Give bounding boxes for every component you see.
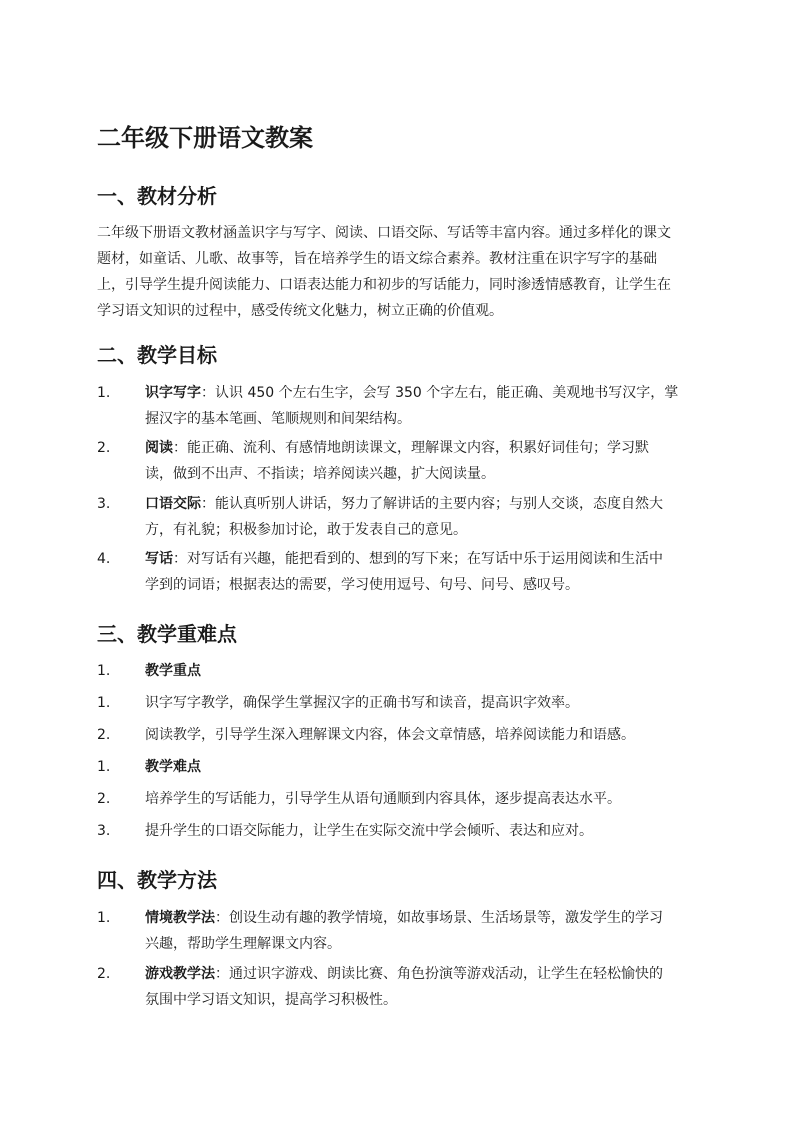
- difficult-point-item: [97, 786, 703, 812]
- list-number: 1.: [97, 385, 111, 401]
- goal-label: 识字写字: [145, 385, 201, 401]
- method-text: 氛围中学习语文知识，提高学习积极性。: [145, 992, 397, 1008]
- subheading-label: 教学难点: [145, 759, 201, 775]
- paragraph-line: 上，引导学生提升阅读能力、口语表达能力和初步的写话能力，同时渗透情感教育，让学生在: [97, 277, 671, 293]
- goal-text: ：能正确、流利、有感情地朗读课文，理解课文内容，积累好词佳句；学习默: [173, 440, 649, 456]
- list-number: 4.: [97, 551, 111, 567]
- method-text: ：创设生动有趣的教学情境，如故事场景、生活场景等，激发学生的学习: [215, 910, 663, 926]
- list-number: 2.: [97, 791, 111, 807]
- goal-text: 读，做到不出声、不指读；培养阅读兴趣，扩大阅读量。: [145, 466, 495, 482]
- goal-label: 阅读: [145, 440, 173, 456]
- list-number: 3.: [97, 823, 111, 839]
- goal-item: [97, 491, 703, 543]
- key-point-text: 识字写字教学，确保学生掌握汉字的正确书写和读音，提高识字效率。: [145, 695, 579, 711]
- goal-item: [97, 380, 703, 432]
- method-text: ：通过识字游戏、朗读比赛、角色扮演等游戏活动，让学生在轻松愉快的: [215, 966, 663, 982]
- list-number: 1.: [97, 910, 111, 926]
- key-point-text: 阅读教学，引导学生深入理解课文内容，体会文章情感，培养阅读能力和语感。: [145, 727, 635, 743]
- goal-text: 握汉字的基本笔画、笔顺规则和间架结构。: [145, 411, 411, 427]
- goal-text: ：对写话有兴趣，能把看到的、想到的写下来；在写话中乐于运用阅读和生活中: [173, 551, 663, 567]
- goal-item: [97, 435, 703, 487]
- goal-text: ：能认真听别人讲话，努力了解讲话的主要内容；与别人交谈，态度自然大: [201, 496, 663, 512]
- list-number: 1.: [97, 663, 111, 679]
- paragraph-line: 学习语文知识的过程中，感受传统文化魅力，树立正确的价值观。: [97, 303, 503, 319]
- list-number: 2.: [97, 440, 111, 456]
- subheading-label: 教学重点: [145, 663, 201, 679]
- goal-text: ：认识 450 个左右生字，会写 350 个字左右，能正确、美观地书写汉字，掌: [201, 385, 679, 401]
- subheading-difficult: [97, 754, 703, 780]
- section-heading-key-points: 三、教学重难点: [97, 622, 237, 646]
- section-heading-methods: 四、教学方法: [97, 868, 217, 892]
- list-number: 2.: [97, 727, 111, 743]
- goal-item: [97, 546, 703, 598]
- document-title: 二年级下册语文教案: [97, 124, 313, 152]
- difficult-point-text: 提升学生的口语交际能力，让学生在实际交流中学会倾听、表达和应对。: [145, 823, 593, 839]
- key-point-item: [97, 690, 703, 716]
- method-item: [97, 905, 703, 957]
- subheading-key: [97, 658, 703, 684]
- section-heading-materials: 一、教材分析: [97, 184, 217, 208]
- materials-paragraph: [97, 220, 703, 324]
- method-item: [97, 961, 703, 1013]
- list-number: 1.: [97, 695, 111, 711]
- paragraph-line: 二年级下册语文教材涵盖识字与写字、阅读、口语交际、写话等丰富内容。通过多样化的课文: [97, 225, 671, 241]
- method-label: 游戏教学法: [145, 966, 215, 982]
- list-number: 2.: [97, 966, 111, 982]
- paragraph-line: 题材，如童话、儿歌、故事等，旨在培养学生的语文综合素养。教材注重在识字写字的基础: [97, 251, 657, 267]
- difficult-point-item: [97, 818, 703, 844]
- method-label: 情境教学法: [145, 910, 215, 926]
- goal-text: 方，有礼貌；积极参加讨论，敢于发表自己的意见。: [145, 522, 467, 538]
- goal-text: 学到的词语；根据表达的需要，学习使用逗号、句号、问号、感叹号。: [145, 577, 579, 593]
- list-number: 1.: [97, 759, 111, 775]
- goal-label: 写话: [145, 551, 173, 567]
- goal-label: 口语交际: [145, 496, 201, 512]
- section-heading-goals: 二、教学目标: [97, 343, 217, 367]
- method-text: 兴趣，帮助学生理解课文内容。: [145, 936, 341, 952]
- list-number: 3.: [97, 496, 111, 512]
- key-point-item: [97, 722, 703, 748]
- difficult-point-text: 培养学生的写话能力，引导学生从语句通顺到内容具体，逐步提高表达水平。: [145, 791, 621, 807]
